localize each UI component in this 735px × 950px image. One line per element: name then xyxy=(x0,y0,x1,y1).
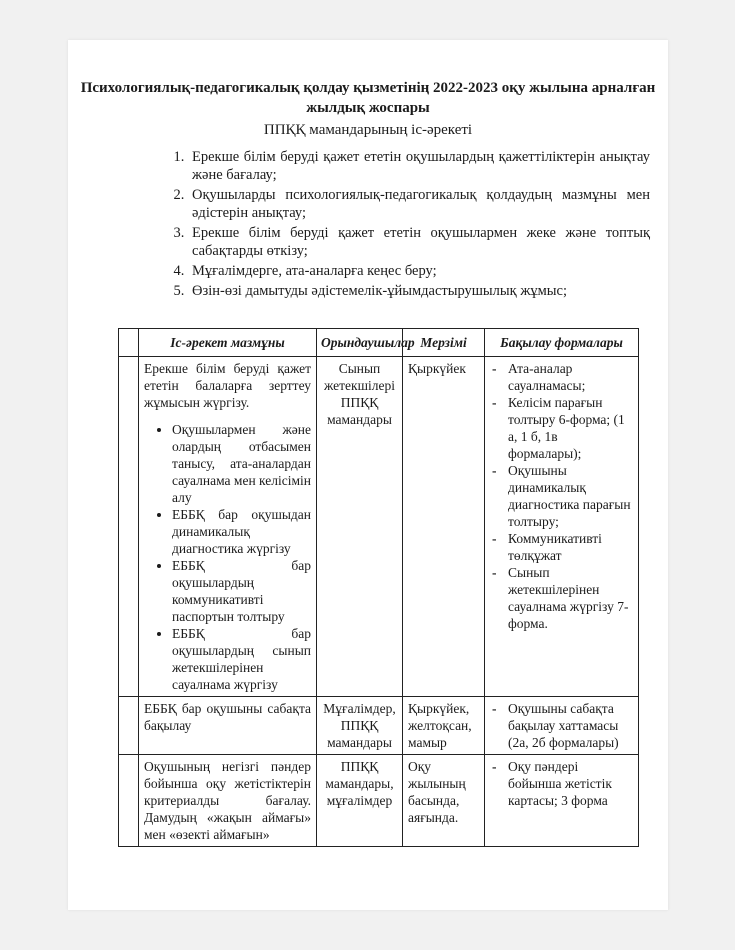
row-number-cell xyxy=(119,357,139,697)
task-item: 2. Оқушыларды психологиялық-педагогикалық қолдаудың мазмұны мен әдістерін анықтау; xyxy=(188,186,650,222)
header-content: Іс-әрекет мазмұны xyxy=(139,329,317,357)
table-header-row xyxy=(119,329,639,357)
row-number-cell xyxy=(119,755,139,847)
task-item: 3. Ерекше білім беруді қажет ететін оқушылармен жеке және топтық сабақтарды өткізу; xyxy=(188,224,650,260)
performers-cell: Мұғалімдер, ППҚҚ мамандары xyxy=(317,697,403,755)
document-page xyxy=(68,40,668,910)
content-bullet: • ЕББҚ бар оқушылардың коммуникативті паспортын толтыру xyxy=(172,557,311,625)
content-text: Ерекше білім беруді қажет ететін балаларға зерттеу жұмысын жүргізу. xyxy=(144,361,311,410)
performers-cell: Сынып жетекшілері ППҚҚ мамандары xyxy=(317,357,403,697)
control-item: - Оқушыны динамикалық диагностика парағын толтыру; xyxy=(490,462,633,530)
content-bullet: • Оқушылармен және олардың отбасымен танысу, ата-аналардан сауалнама мен келісімін алу xyxy=(172,421,311,506)
control-cell xyxy=(485,697,639,755)
deadline-cell: Оқу жылының басында, аяғында. xyxy=(403,755,485,847)
control-item: - Келісім парағын толтыру 6-форма; (1 а, 1 б, 1в формалары); xyxy=(490,394,633,462)
control-list xyxy=(490,758,633,809)
row-number-cell xyxy=(119,697,139,755)
document-subtitle: ППҚҚ мамандарының іс-әрекеті xyxy=(263,122,473,138)
control-list xyxy=(490,360,633,632)
control-cell xyxy=(485,357,639,697)
performers-cell: ППҚҚ мамандары, мұғалімдер xyxy=(317,755,403,847)
control-cell xyxy=(485,755,639,847)
task-item: 4. Мұғалімдерге, ата-аналарға кеңес беру; xyxy=(188,262,650,280)
control-item: - Коммуникативті төлқұжат xyxy=(490,530,633,564)
content-cell: Оқушының негізгі пәндер бойынша оқу жетістіктерін критериалды бағалау. Дамудың «жақын аймағы» мен «өзекті аймағын» xyxy=(139,755,317,847)
control-item: - Ата-аналар сауалнамасы; xyxy=(490,360,633,394)
task-item: 5. Өзін-өзі дамытуды әдістемелік-ұйымдастырушылық жұмыс; xyxy=(188,282,650,300)
plan-table xyxy=(118,328,639,847)
content-bullet: • ЕББҚ бар оқушылардың сынып жетекшілерінен сауалнама жүргізу xyxy=(172,625,311,693)
content-bullet-list xyxy=(144,421,311,693)
header-deadline: Мерзімі xyxy=(403,329,485,357)
content-cell: ЕББҚ бар оқушыны сабақта бақылау xyxy=(139,697,317,755)
deadline-cell: Қыркүйек xyxy=(403,357,485,697)
task-item: 1. Ерекше білім беруді қажет ететін оқушылардың қажеттіліктерін анықтау және бағалау; xyxy=(188,148,650,184)
deadline-cell: Қыркүйек, желтоқсан, мамыр xyxy=(403,697,485,755)
header-control-forms: Бақылау формалары xyxy=(485,329,639,357)
control-list xyxy=(490,700,633,751)
header-performers: Орындаушылар xyxy=(317,329,403,357)
document-title: Психологиялық-педагогикалық қолдау қызметінің 2022-2023 оқу жылына арналған жылдық жоспары xyxy=(80,80,656,116)
table-row xyxy=(119,697,639,755)
table-row xyxy=(119,755,639,847)
content-bullet: • ЕББҚ бар оқушыдан динамикалық диагностика жүргізу xyxy=(172,506,311,557)
task-list xyxy=(168,148,650,302)
header-number xyxy=(119,329,139,357)
table-row xyxy=(119,357,639,697)
control-item: - Оқушыны сабақта бақылау хаттамасы (2а, 2б формалары) xyxy=(490,700,633,751)
control-item: - Сынып жетекшілерінен сауалнама жүргізу 7-форма. xyxy=(490,564,633,632)
control-item: - Оқу пәндері бойынша жетістік картасы; 3 форма xyxy=(490,758,633,809)
content-cell xyxy=(139,357,317,697)
